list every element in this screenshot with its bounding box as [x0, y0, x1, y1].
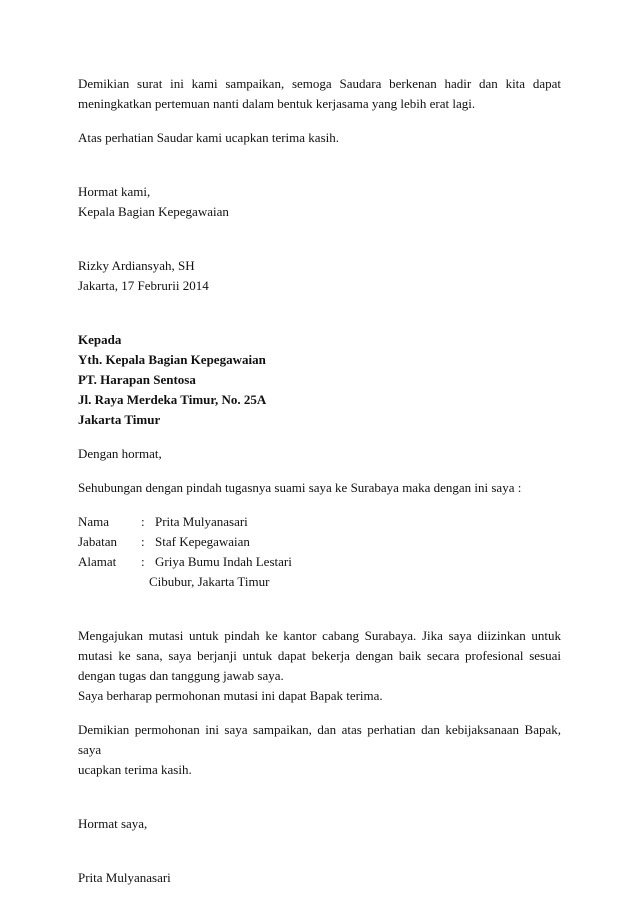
recipient-to: Kepada [78, 332, 122, 347]
signoff-name: Rizky Ardiansyah, SH [78, 258, 195, 273]
request-line-4: Saya berharap permohonan mutasi ini dapat Bapak terima. [78, 688, 383, 703]
signer-name: Prita Mulyanasari [78, 870, 171, 885]
thanks-line: Atas perhatian Saudar kami ucapkan terima kasih. [78, 130, 339, 145]
detail-sep: : [141, 534, 145, 549]
detail-row-position [78, 532, 561, 552]
signoff-greeting: Hormat kami, [78, 184, 151, 199]
final-line-2: ucapkan terima kasih. [78, 762, 192, 777]
recipient-company: PT. Harapan Sentosa [78, 372, 196, 387]
final-paragraph [78, 720, 561, 780]
recipient-address: Jl. Raya Merdeka Timur, No. 25A [78, 392, 267, 407]
intro-line: Sehubungan dengan pindah tugasnya suami saya ke Surabaya maka dengan ini saya : [78, 480, 522, 495]
detail-row-name [78, 512, 561, 532]
letter-page [78, 74, 561, 888]
applicant-details [78, 512, 561, 592]
closing-line-1: Demikian surat ini kami sampaikan, semoga Saudara berkenan hadir dan kita dapat [78, 76, 561, 91]
detail-value: Griya Bumu Indah Lestari [155, 554, 292, 569]
request-line-1: Mengajukan mutasi untuk pindah ke kantor cabang Surabaya. Jika saya diizinkan untuk [78, 628, 561, 643]
detail-value: Prita Mulyanasari [155, 514, 248, 529]
detail-sep: : [141, 554, 145, 569]
recipient-block [78, 330, 561, 430]
request-paragraph [78, 626, 561, 706]
detail-value: Staf Kepegawaian [155, 534, 250, 549]
signoff-place-date: Jakarta, 17 Februrii 2014 [78, 278, 209, 293]
detail-key: Nama [78, 514, 110, 529]
closing-line-2: meningkatkan pertemuan nanti dalam bentuk kerjasama yang lebih erat lagi. [78, 96, 476, 111]
request-line-2: mutasi ke sana, saya berjanji untuk dapat bekerja dengan baik secara profesional sesuai [78, 648, 561, 663]
recipient-title: Yth. Kepala Bagian Kepegawaian [78, 352, 266, 367]
request-line-3: dengan tugas dan tanggung jawab saya. [78, 668, 284, 683]
signoff-position: Kepala Bagian Kepegawaian [78, 204, 229, 219]
detail-sep: : [141, 514, 145, 529]
recipient-city: Jakarta Timur [78, 412, 161, 427]
detail-address-continued: Cibubur, Jakarta Timur [149, 574, 270, 589]
detail-key: Alamat [78, 554, 117, 569]
detail-key: Jabatan [78, 534, 117, 549]
detail-row-address [78, 552, 561, 572]
salutation: Dengan hormat, [78, 446, 162, 461]
closing-greeting: Hormat saya, [78, 816, 148, 831]
closing-paragraph [78, 74, 561, 114]
final-line-1: Demikian permohonan ini saya sampaikan, dan atas perhatian dan kebijaksanaan Bapak, saya [78, 722, 561, 757]
